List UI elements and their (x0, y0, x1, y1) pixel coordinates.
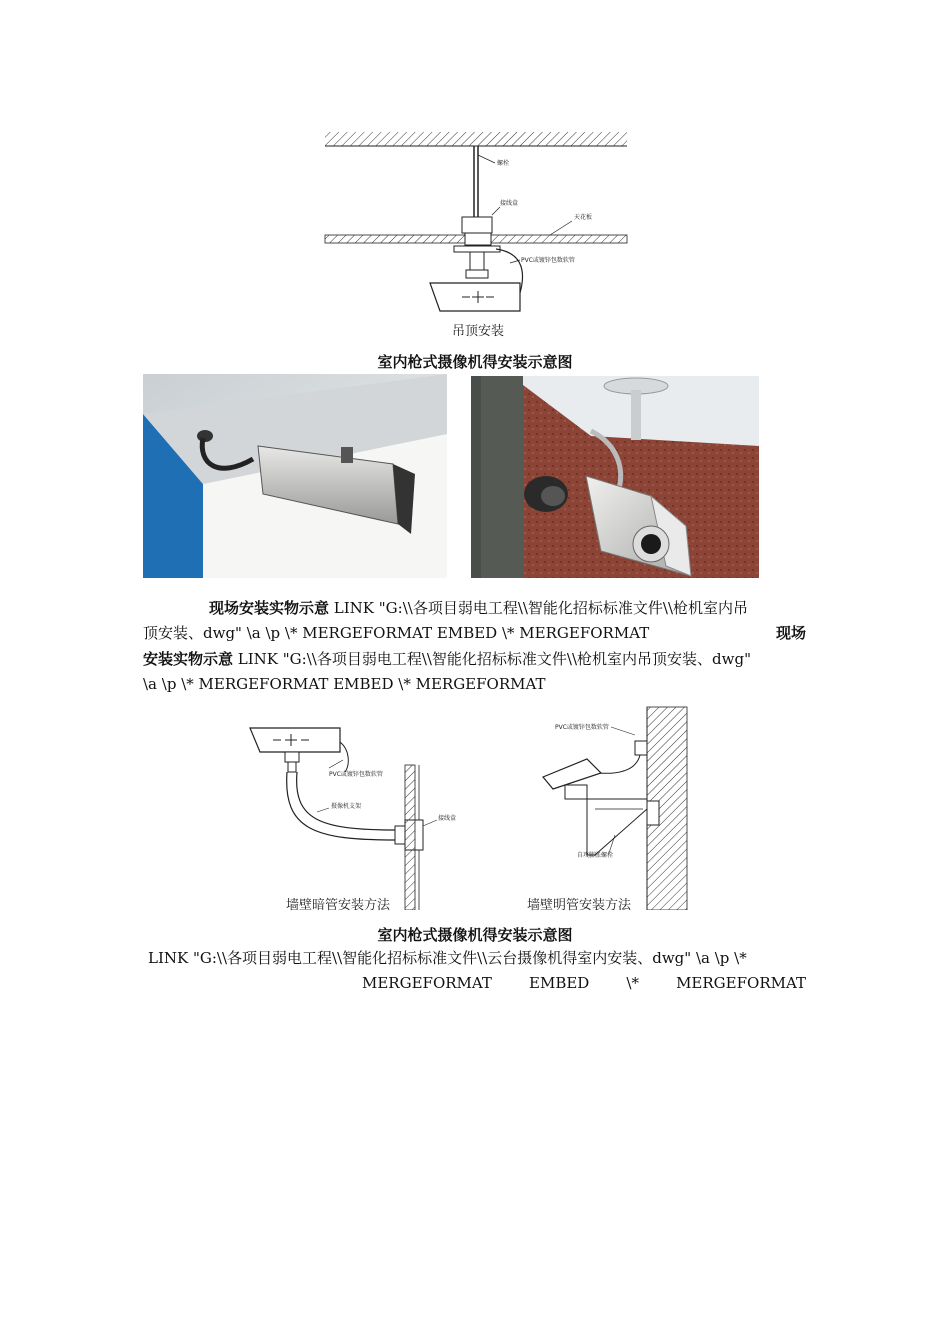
concealed-bracket-label: 摄像机支架 (331, 803, 362, 810)
bolt-label: 螺栓 (497, 160, 510, 167)
link-line-1 (143, 946, 806, 971)
concealed-subtitle: 墙壁暗管安装方法 (286, 898, 391, 913)
paragraph-text-1b: 顶安装、dwg" \a \p \* MERGEFORMAT EMBED \* MERGEFORMAT (143, 624, 650, 642)
link-word-1: MERGEFORMAT (362, 974, 492, 992)
paragraph-bold-2a: 现场 (775, 624, 806, 642)
paragraph-text-2a: LINK "G:\\各项目弱电工程\\智能化招标标准文件\\枪机室内吊顶安装、dwg" (237, 650, 751, 668)
junction-box-label: 接线盒 (500, 200, 519, 207)
paragraph-bold-1: 现场安装实物示意 (209, 599, 330, 617)
paragraph-line-3 (143, 647, 806, 672)
figure-caption-1: 室内枪式摄像机得安装示意图 (377, 353, 573, 371)
ceiling-mount-subtitle: 吊顶安装 (452, 324, 505, 339)
link-word-3: \* (626, 974, 639, 992)
link-word-2: EMBED (529, 974, 590, 992)
camera-photo-right (471, 376, 759, 578)
wall-concealed-drawing (245, 720, 465, 910)
figure-caption-2: 室内枪式摄像机得安装示意图 (377, 926, 573, 944)
exposed-subtitle: 墙壁明管安装方法 (527, 898, 632, 913)
concealed-pvc-label: PVC或镀锌包数软管 (329, 771, 383, 778)
link-text-1: LINK "G:\\各项目弱电工程\\智能化招标标准文件\\云台摄像机得室内安装、dwg" \a \p \* (148, 949, 747, 967)
ceiling-mount-drawing (320, 125, 640, 345)
wall-exposed-drawing (525, 705, 695, 910)
pvc-pipe-label: PVC或镀锌包数软管 (521, 257, 575, 264)
link-line-2 (362, 971, 806, 996)
ceiling-board-label: 天花板 (574, 214, 593, 221)
paragraph-text-2b: \a \p \* MERGEFORMAT EMBED \* MERGEFORMAT (143, 675, 546, 693)
paragraph-line-2 (143, 621, 806, 646)
paragraph-bold-2b: 安装实物示意 (143, 650, 234, 668)
paragraph-text-1a: LINK "G:\\各项目弱电工程\\智能化招标标准文件\\枪机室内吊 (333, 599, 749, 617)
paragraph-line-4 (143, 672, 806, 697)
link-word-4: MERGEFORMAT (676, 974, 806, 992)
paragraph-line-1 (143, 596, 806, 621)
camera-photo-left (143, 374, 447, 578)
exposed-bolt-label: 自攻膨胀螺栓 (577, 852, 614, 859)
exposed-pvc-label: PVC或镀锌包数软管 (555, 724, 609, 731)
concealed-box-label: 接线盒 (438, 815, 457, 822)
